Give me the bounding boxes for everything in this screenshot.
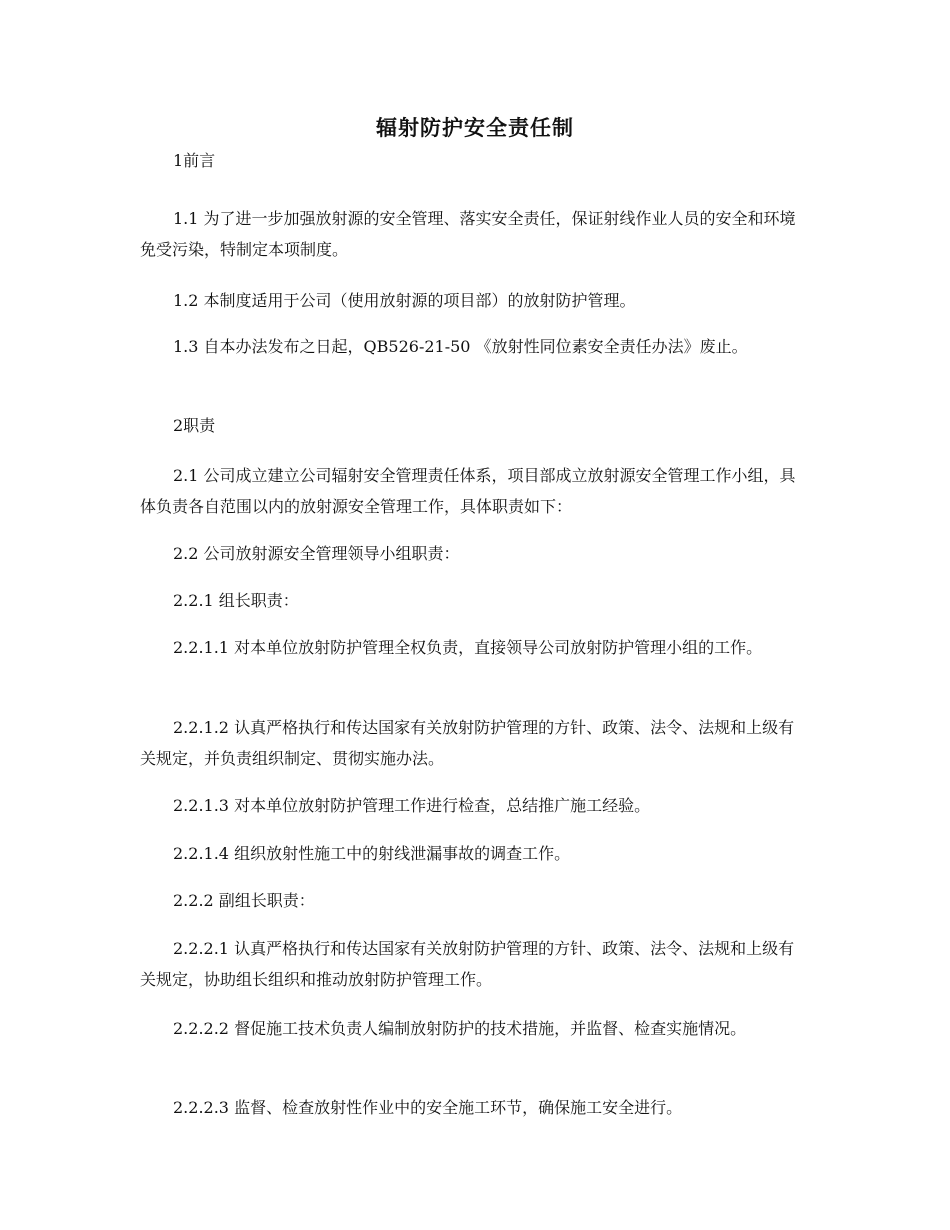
- paragraph-2-2-2-1: 2.2.2.1 认真严格执行和传达国家有关放射防护管理的方针、政策、法令、法规和上级有关规定，协助组长组织和推动放射防护管理工作。: [140, 939, 795, 989]
- paragraph-2-2-2-2: 2.2.2.2 督促施工技术负责人编制放射防护的技术措施，并监督、检查实施情况。: [173, 1019, 747, 1038]
- paragraph-2-2-1-1: 2.2.1.1 对本单位放射防护管理全权负责，直接领导公司放射防护管理小组的工作。: [173, 638, 763, 657]
- paragraph-2-1: 2.1 公司成立建立公司辐射安全管理责任体系，项目部成立放射源安全管理工作小组，具体负责各自范围以内的放射源安全管理工作，具体职责如下：: [140, 466, 796, 516]
- section-heading-foreword: 1前言: [173, 151, 216, 170]
- paragraph-2-2-1-4: 2.2.1.4 组织放射性施工中的射线泄漏事故的调查工作。: [173, 844, 571, 863]
- paragraph-2-2-2: 2.2.2 副组长职责：: [173, 891, 315, 910]
- paragraph-2-2-1-2: 2.2.1.2 认真严格执行和传达国家有关放射防护管理的方针、政策、法令、法规和上级有关规定，并负责组织制定、贯彻实施办法。: [140, 718, 795, 768]
- paragraph-1-3: 1.3 自本办法发布之日起，QB526-21-50 《放射性同位素安全责任办法》废止。: [173, 337, 748, 356]
- paragraph-2-2-2-3: 2.2.2.3 监督、检查放射性作业中的安全施工环节，确保施工安全进行。: [173, 1098, 683, 1117]
- paragraph-2-2-1: 2.2.1 组长职责：: [173, 591, 299, 610]
- paragraph-2-2: 2.2 公司放射源安全管理领导小组职责：: [173, 544, 460, 563]
- paragraph-1-1: 1.1 为了进一步加强放射源的安全管理、落实安全责任，保证射线作业人员的安全和环境免受污染，特制定本项制度。: [140, 209, 796, 259]
- paragraph-2-2-1-3: 2.2.1.3 对本单位放射防护管理工作进行检查，总结推广施工经验。: [173, 796, 651, 815]
- section-heading-duties: 2职责: [173, 416, 216, 435]
- paragraph-1-2: 1.2 本制度适用于公司（使用放射源的项目部）的放射防护管理。: [173, 291, 636, 310]
- document-title: 辐射防护安全责任制: [376, 115, 574, 140]
